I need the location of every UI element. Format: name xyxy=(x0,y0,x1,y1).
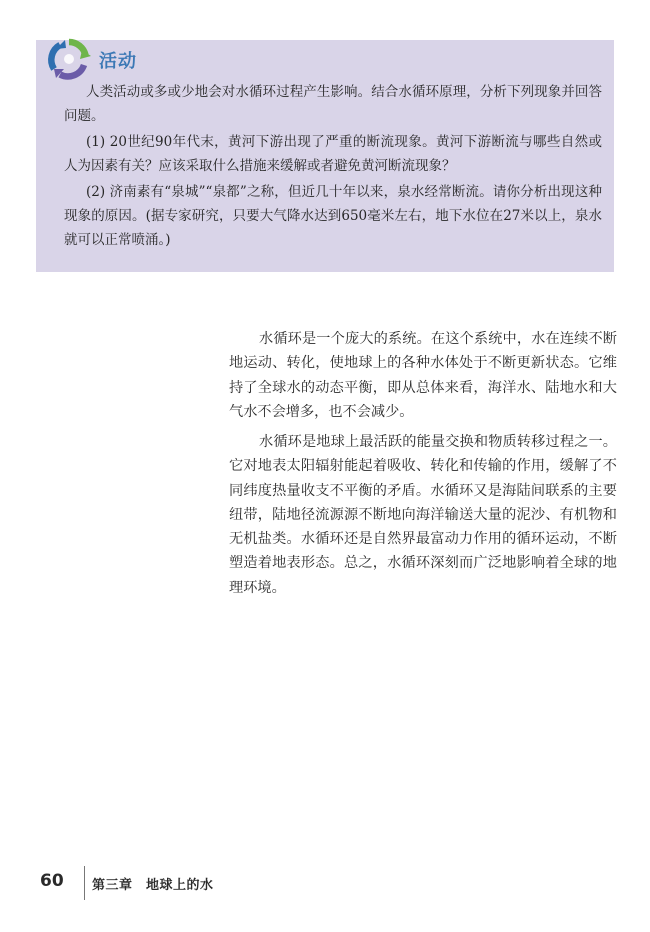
activity-question-1: (1) 20世纪90年代末，黄河下游出现了严重的断流现象。黄河下游断流与哪些自然或人为因素有关？应该采取什么措施来缓解或者避免黄河断流现象？ xyxy=(64,134,602,174)
activity-question-2: (2) 济南素有“泉城”“泉都”之称，但近几十年以来，泉水经常断流。请你分析出现这种现象的原因。(据专家研究，只要大气降水达到650毫米左右，地下水位在27米以上，泉水就可以正常喷涌。) xyxy=(64,184,602,248)
activity-title: 活动 xyxy=(99,51,137,72)
body-paragraph-1: 水循环是一个庞大的系统。在这个系统中，水在连续不断地运动、转化，使地球上的各种水体处于不断更新状态。它维持了全球水的动态平衡，即从总体来看，海洋水、陆地水和大气水不会增多，也不会减少。 xyxy=(229,331,617,420)
cycle-arrows-icon xyxy=(46,36,92,82)
chapter-title: 第三章 地球上的水 xyxy=(92,878,214,893)
body-paragraph-2: 水循环是地球上最活跃的能量交换和物质转移过程之一。它对地表太阳辐射能起着吸收、转化和传输的作用，缓解了不同纬度热量收支不平衡的矛盾。水循环又是海陆间联系的主要纽带，陆地径流源源不断地向海洋输送大量的泥沙、有机物和无机盐类。水循环还是自然界最富动力作用的循环运动，不断塑造着地表形态。总之，水循环深刻而广泛地影响着全球的地理环境。 xyxy=(229,434,617,596)
page-number: 60 xyxy=(40,871,64,891)
activity-intro: 人类活动或多或少地会对水循环过程产生影响。结合水循环原理，分析下列现象并回答问题。 xyxy=(64,84,602,124)
footer-divider xyxy=(84,866,85,900)
